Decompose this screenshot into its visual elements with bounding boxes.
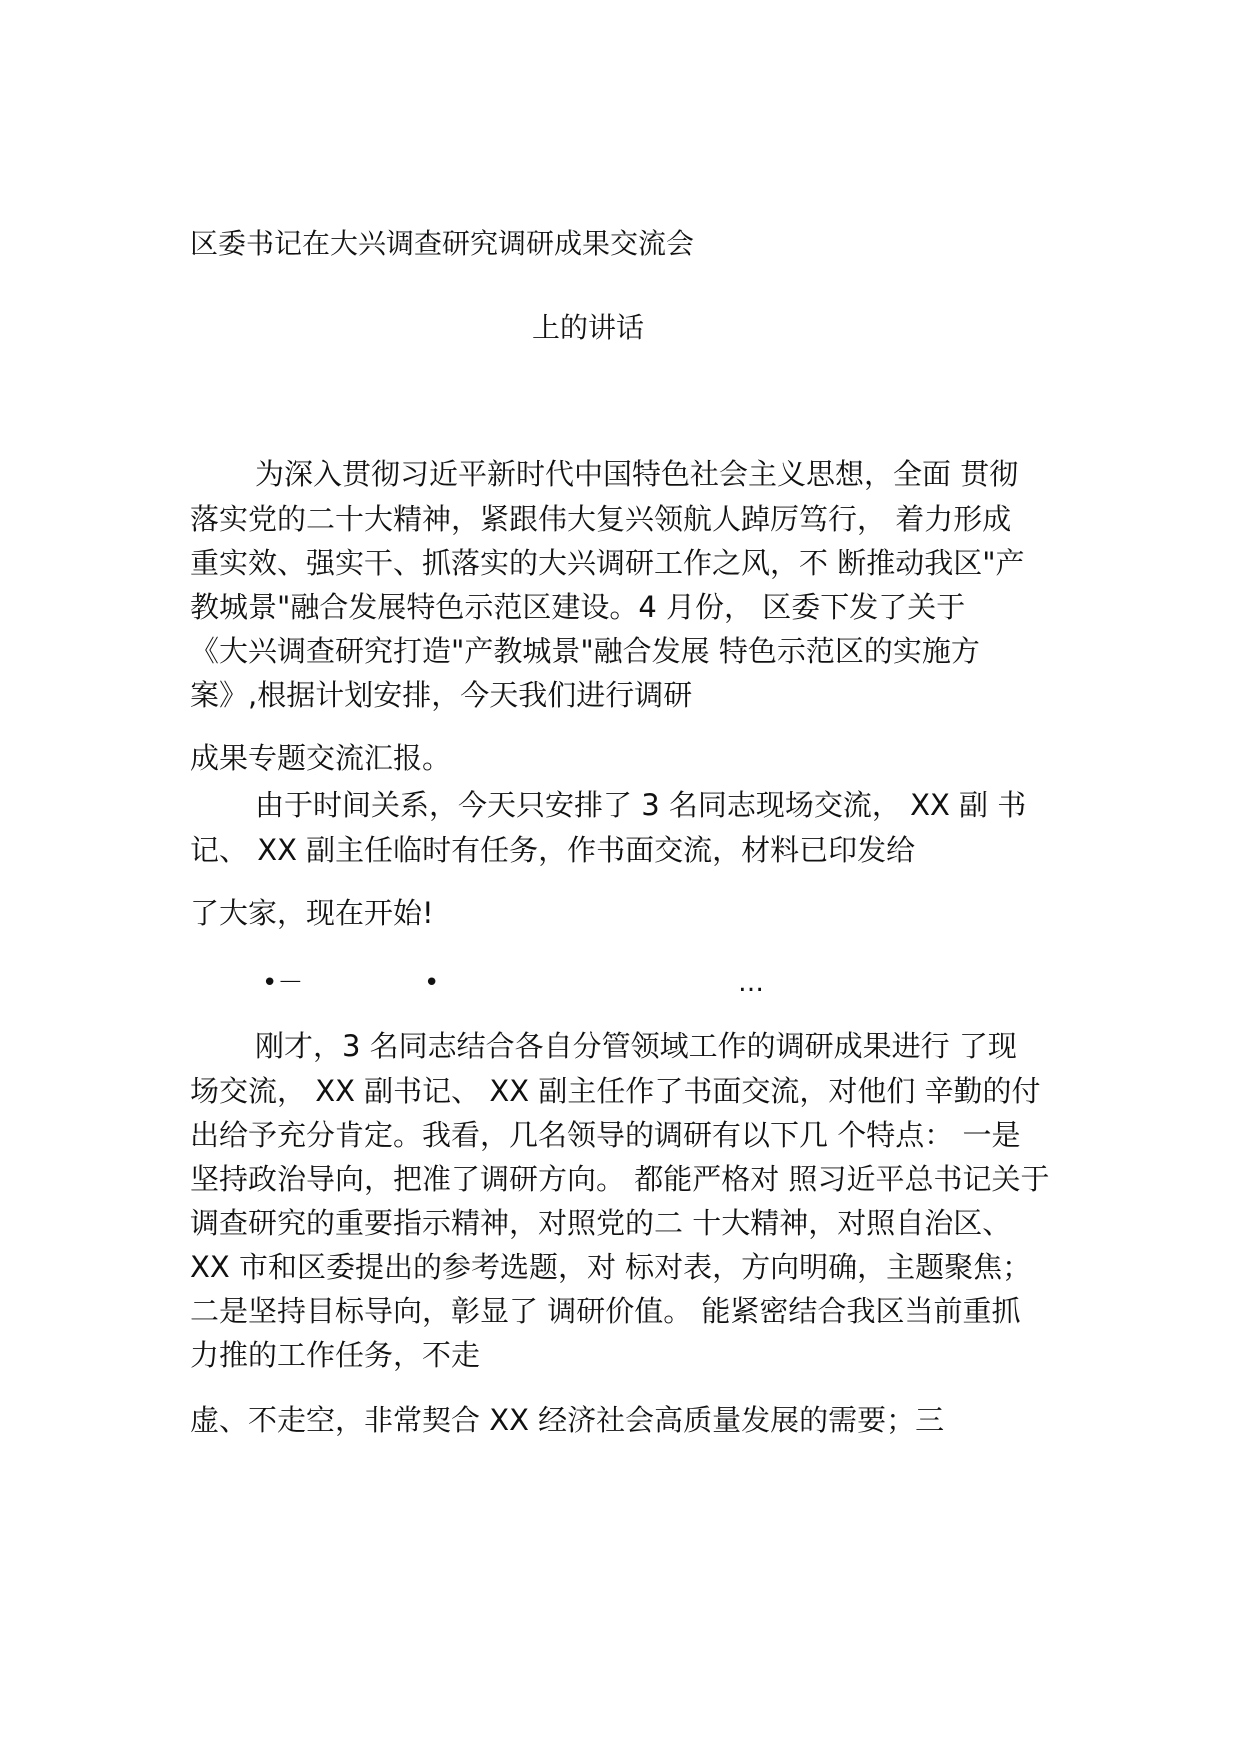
separator-mark-b: • (424, 968, 440, 998)
paragraph-3-line-6: XX 市和区委提出的参考选题，对 标对表，方向明确，主题聚焦； (190, 1250, 1032, 1284)
paragraph-1-line-6: 案》,根据计划安排，今天我们进行调研 (190, 678, 693, 712)
title-line-2: 上的讲话 (532, 311, 645, 344)
paragraph-3-line-3: 出给予充分肯定。我看，几名领导的调研有以下几 个特点： 一是 (190, 1118, 1021, 1152)
paragraph-3-line-8: 力推的工作任务，不走 (190, 1338, 481, 1372)
paragraph-3-line-9: 虚、不走空，非常契合 XX 经济社会高质量发展的需要；三 (190, 1403, 945, 1437)
separator-mark-c: … (738, 968, 764, 998)
paragraph-2-line-2: 记、 XX 副主任临时有任务，作书面交流，材料已印发给 (190, 833, 916, 867)
paragraph-1-line-1: 为深入贯彻习近平新时代中国特色社会主义思想，全面 贯彻 (255, 457, 1019, 491)
paragraph-3-line-1: 刚才，3 名同志结合各自分管领域工作的调研成果进行 了现 (255, 1029, 1017, 1063)
title-line-1: 区委书记在大兴调查研究调研成果交流会 (190, 227, 695, 260)
paragraph-2-line-1: 由于时间关系，今天只安排了 3 名同志现场交流， XX 副 书 (255, 788, 1027, 822)
paragraph-1-line-3: 重实效、强实干、抓落实的大兴调研工作之风，不 断推动我区"产 (190, 546, 1025, 580)
paragraph-2-line-3: 了大家，现在开始! (190, 896, 434, 930)
separator-mark-a: •－ (262, 968, 304, 998)
paragraph-3-line-5: 调查研究的重要指示精神，对照党的二 十大精神，对照自治区、 (190, 1206, 1012, 1240)
paragraph-1-line-5: 《大兴调查研究打造"产教城景"融合发展 特色示范区的实施方 (190, 634, 980, 668)
paragraph-1-line-4: 教城景"融合发展特色示范区建设。4 月份， 区委下发了关于 (190, 590, 966, 624)
paragraph-3-line-7: 二是坚持目标导向，彰显了 调研价值。 能紧密结合我区当前重抓 (190, 1294, 1021, 1328)
paragraph-3-line-2: 场交流， XX 副书记、 XX 副主任作了书面交流，对他们 辛勤的付 (190, 1074, 1041, 1108)
paragraph-3-line-4: 坚持政治导向，把准了调研方向。 都能严格对 照习近平总书记关于 (190, 1162, 1050, 1196)
paragraph-1-line-2: 落实党的二十大精神，紧跟伟大复兴领航人踔厉笃行， 着力形成 (190, 502, 1012, 536)
paragraph-1-line-7: 成果专题交流汇报。 (190, 741, 452, 775)
